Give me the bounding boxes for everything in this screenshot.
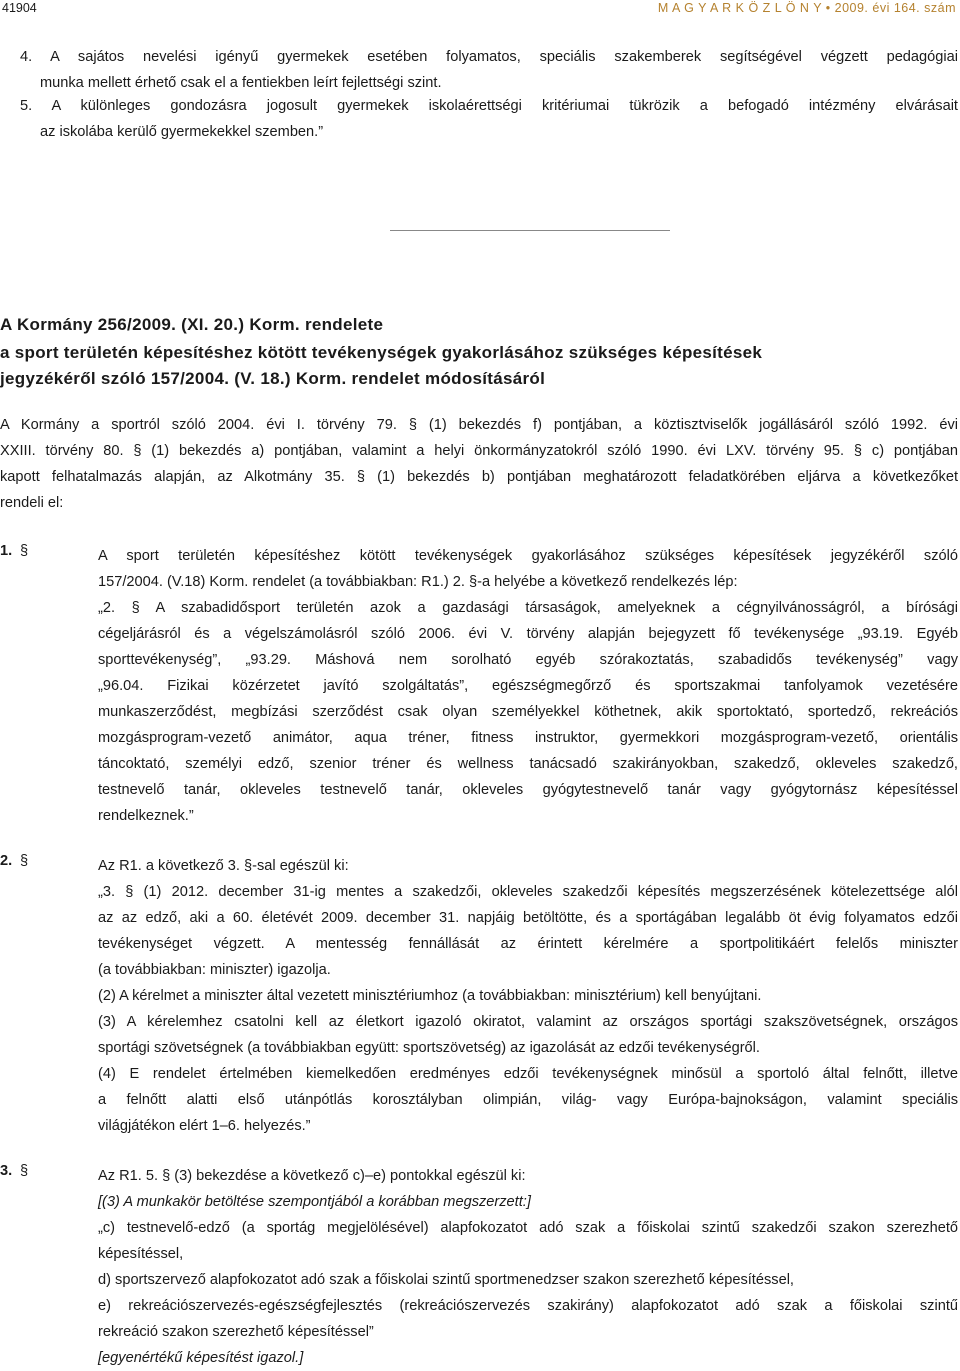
intro-item-5 xyxy=(20,93,958,145)
page-header xyxy=(0,0,960,20)
section-3-line-6: e) rekreációszervezés-egészségfejlesztés (rekreációszervezés szakirány) alapfokozatot adó szak a főiskolai szintű xyxy=(98,1298,958,1314)
section-1-number: 1. xyxy=(0,543,13,559)
section-3-number: 3. xyxy=(0,1163,13,1179)
section-1-line-11: rendelkeznek.” xyxy=(98,808,194,824)
section-2-line-7: (3) A kérelemhez csatolni kell az életkort igazoló okiratot, valamint az országos sportági szakszövetségnek, országos xyxy=(98,1014,958,1030)
preamble-line-2: XXIII. törvény 80. § (1) bekezdés a) pontjában, valamint a helyi önkormányzatokról szóló 1990. évi LXV. törvény 95. § c) pontjában xyxy=(0,443,958,459)
decree-subtitle xyxy=(0,340,960,392)
decree-title-line-2: a sport területén képesítéshez kötött tevékenységek gyakorlásához szükséges képesítések xyxy=(0,343,763,362)
section-3-line-1: Az R1. 5. § (3) bekezdése a következő c)–e) pontokkal egészül ki: xyxy=(98,1168,526,1184)
section-2-line-10: a felnőtt alatti első utánpótlás korosztályban olimpián, világ- vagy Európa-bajnokságon, valamint speciális xyxy=(98,1092,958,1108)
decree-title-line-3: jegyzékéről szóló 157/2004. (V. 18.) Korm. rendelet módosításáról xyxy=(0,369,546,388)
journal-title: M A G Y A R K Ö Z L Ö N Y • 2009. évi 164. szám xyxy=(657,1,956,15)
section-2-line-8: sportági szövetségnek (a továbbiakban együtt: sportszövetség) az igazolását az edzői tevékenységről. xyxy=(98,1040,760,1056)
section-1-line-9: táncoktató, személyi edző, szenior tréner és wellness tanácsadó szakirányokban, szakedző, okleveles szakedző, xyxy=(98,756,958,772)
intro-item-5-line-2: az iskolába kerülő gyermekekkel szemben.” xyxy=(40,124,324,140)
page-number: 41904 xyxy=(2,1,37,15)
section-1-line-10: testnevelő tanár, okleveles testnevelő tanár, okleveles gyógytestnevelő tanár vagy gyógytornász képesítéssel xyxy=(98,782,958,798)
intro-item-4-line-2: munka mellett érhető csak el a fentiekben leírt fejlettségi szint. xyxy=(40,75,442,91)
preamble-line-4: rendeli el: xyxy=(0,495,64,511)
decree-title-line-1: A Kormány 256/2009. (XI. 20.) Korm. rendelete xyxy=(0,315,384,334)
decree-preamble xyxy=(0,412,958,516)
section-2-line-6: (2) A kérelmet a miniszter által vezetett minisztériumhoz (a továbbiakban: minisztérium) kell benyújtani. xyxy=(98,988,762,1004)
section-2-number: 2. xyxy=(0,853,13,869)
section-1-line-4: cégeljárásról és a végelszámolásról szóló 2006. évi V. törvény alapján bejegyzett fő tevékenysége „93.19. Egyéb xyxy=(98,626,958,642)
section-3-line-5: d) sportszervező alapfokozatot adó szak a főiskolai szintű sportmenedzser szakon szerezhető képesítéssel, xyxy=(98,1272,794,1288)
section-3-sign: § xyxy=(20,1163,29,1179)
section-2-line-3: az az edző, aki a 60. életévét 2009. december 31. napjáig betöltötte, és a sportágában legalább öt évig folyamatos edzői xyxy=(98,910,958,926)
section-2-text xyxy=(98,853,958,1139)
section-1-line-1: A sport területén képesítéshez kötött tevékenységek gyakorlásához szükséges képesítések jegyzékéről szóló xyxy=(98,548,958,564)
section-1-line-5: sporttevékenység”, „93.29. Máshová nem sorolható egyéb szórakoztatás, szabadidős tevékenység” vagy xyxy=(98,652,958,668)
intro-item-4-line-1: 4. A sajátos nevelési igényű gyermekek esetében folyamatos, speciális szakemberek segítségével végzett pedagógiai xyxy=(20,49,958,65)
preamble-line-3: kapott felhatalmazás alapján, az Alkotmány 35. § (1) bekezdés b) pontjában meghatározott feladatkörében eljárva a következőket xyxy=(0,469,958,485)
section-3-text xyxy=(98,1163,958,1371)
section-1-sign: § xyxy=(20,543,29,559)
section-3-line-3: „c) testnevelő-edző (a sportág megjelölésével) alapfokozatot adó szak a főiskolai szintű szakedzői szakon szerezhető xyxy=(98,1220,958,1236)
section-1-line-7: munkaszerződést, megbízási szerződést csak olyan személyekkel köthetnek, akik sportoktató, sportedző, rekreációs xyxy=(98,704,958,720)
section-2-sign: § xyxy=(20,853,29,869)
section-1-line-3: „2. § A szabadidősport területén azok a gazdasági társaságok, amelyeknek a cégnyilvánosságról, a bírósági xyxy=(98,600,958,616)
section-1-line-6: „96.04. Fizikai közérzetet javító szolgáltatás”, egészségmegőrző és sportszakmai tanfolyamok vezetésére xyxy=(98,678,958,694)
section-2-line-1: Az R1. a következő 3. §-sal egészül ki: xyxy=(98,858,349,874)
section-1-line-8: mozgásprogram-vezető animátor, aqua tréner, fitness instruktor, gyermekkori mozgásprogram-vezető, orientális xyxy=(98,730,958,746)
preamble-line-1: A Kormány a sportról szóló 2004. évi I. törvény 79. § (1) bekezdés f) pontjában, a köztisztviselők jogállásáról szóló 1992. évi xyxy=(0,417,958,433)
section-1-line-2: 157/2004. (V.18) Korm. rendelet (a továbbiakban: R1.) 2. §-a helyébe a következő rendelkezés lép: xyxy=(98,574,738,590)
section-2-line-11: világjátékon elért 1–6. helyezés.” xyxy=(98,1118,311,1134)
section-2-line-2: „3. § (1) 2012. december 31-ig mentes a szakedzői, okleveles szakedzői képesítés megszerzésének kötelezettsége alól xyxy=(98,884,958,900)
section-3-line-8: [egyenértékű képesítést igazol.] xyxy=(98,1350,304,1366)
section-2-line-5: (a továbbiakban: miniszter) igazolja. xyxy=(98,962,331,978)
section-2-line-4: tevékenységet végzett. A mentesség fennállását az érintett kérelmére a sportpolitikáért felelős miniszter xyxy=(98,936,958,952)
section-2-line-9: (4) E rendelet értelmében kiemelkedően eredményes edzői tevékenységnek minősül a sportoló által felnőtt, illetve xyxy=(98,1066,958,1082)
section-3-line-4: képesítéssel, xyxy=(98,1246,184,1262)
decree-title xyxy=(0,312,960,338)
intro-item-4 xyxy=(20,44,958,96)
section-3-line-7: rekreáció szakon szerezhető képesítéssel” xyxy=(98,1324,374,1340)
section-divider xyxy=(390,230,670,231)
section-3-line-2: [(3) A munkakör betöltése szempontjából a korábban megszerzett:] xyxy=(98,1194,531,1210)
intro-item-5-line-1: 5. A különleges gondozásra jogosult gyermekek iskolaérettségi kritériumai tükrözik a befogadó intézmény elvárásait xyxy=(20,98,958,114)
section-1-text xyxy=(98,543,958,829)
